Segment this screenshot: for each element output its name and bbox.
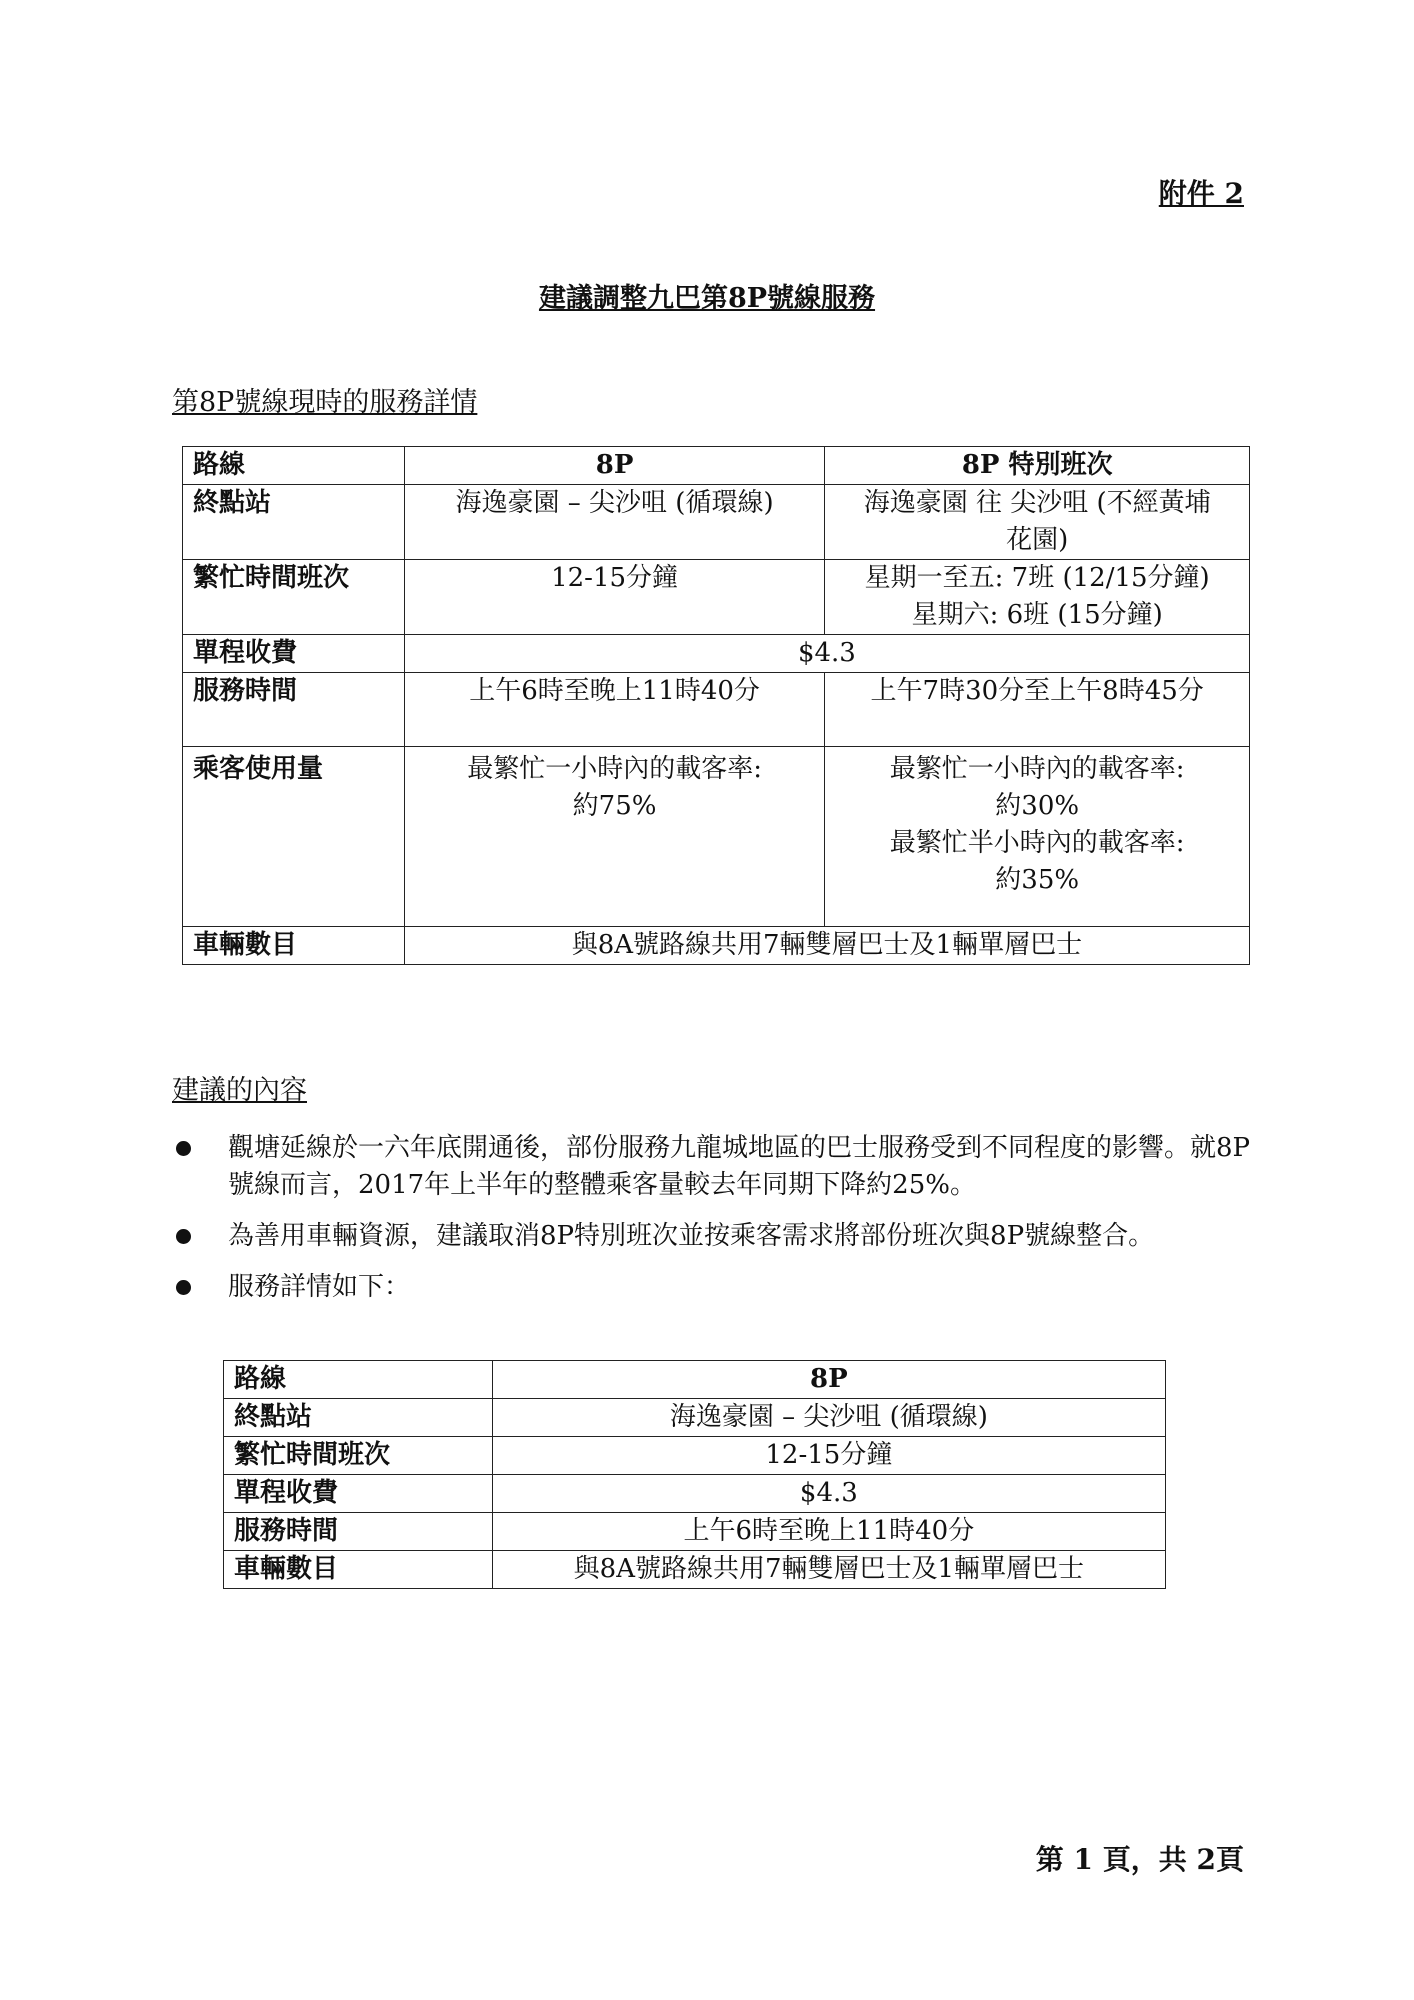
list-item [172, 1269, 1252, 1306]
bullet-icon [176, 1280, 191, 1295]
row-label-patronage: 乘客使用量 [183, 747, 405, 927]
cell-8p-patronage [404, 747, 825, 927]
cell-line: 星期一至五: 7班 (12/15分鐘) [864, 563, 1210, 593]
current-service-heading: 第8P號線現時的服務詳情 [172, 387, 478, 418]
row-label-service-hours: 服務時間 [224, 1513, 493, 1551]
header-route: 路線 [183, 447, 405, 485]
bullet-text: 觀塘延線於一六年底開通後，部份服務九龍城地區的巴士服務受到不同程度的影響。就8P號線而言，2017年上半年的整體乘客量較去年同期下降約25%。 [228, 1133, 1251, 1200]
cell-line: 最繁忙半小時內的載客率: [889, 828, 1185, 858]
cell-fleet: 與8A號路線共用7輛雙層巴士及1輛單層巴士 [404, 927, 1249, 965]
cell-line: 最繁忙一小時內的載客率: [889, 754, 1185, 784]
cell-line: 約75% [572, 791, 657, 821]
cell-line: 星期六: 6班 (15分鐘) [911, 600, 1163, 630]
cell-terminus: 海逸豪園 – 尖沙咀 (循環線) [492, 1399, 1165, 1437]
table-row [183, 673, 1250, 747]
cell-fare: $4.3 [492, 1475, 1165, 1513]
cell-8p-peak-frequency: 12-15分鐘 [404, 560, 825, 635]
row-label-route: 路線 [224, 1361, 493, 1399]
table-row [224, 1399, 1166, 1437]
row-label-terminus: 終點站 [183, 485, 405, 560]
cell-line: 約30% [995, 791, 1080, 821]
bullet-icon [176, 1229, 191, 1244]
proposed-service-table [223, 1360, 1166, 1589]
bullet-text: 為善用車輛資源，建議取消8P特別班次並按乘客需求將部份班次與8P號線整合。 [228, 1221, 1155, 1251]
cell-line: 約35% [995, 865, 1080, 895]
page-title: 建議調整九巴第8P號線服務 [538, 283, 876, 314]
cell-fare: $4.3 [404, 635, 1249, 673]
table-row [183, 447, 1250, 485]
cell-special-peak-frequency [825, 560, 1250, 635]
cell-peak-frequency: 12-15分鐘 [492, 1437, 1165, 1475]
table-row [224, 1361, 1166, 1399]
table-row [224, 1551, 1166, 1589]
cell-route: 8P [492, 1361, 1165, 1399]
table-row [224, 1475, 1166, 1513]
annex-label: 附件 2 [1158, 177, 1244, 210]
cell-line: 花園) [1006, 525, 1069, 555]
cell-special-patronage [825, 747, 1250, 927]
table-row [183, 560, 1250, 635]
bullet-text: 服務詳情如下： [228, 1272, 411, 1302]
row-label-fare: 單程收費 [224, 1475, 493, 1513]
cell-8p-terminus: 海逸豪園 – 尖沙咀 (循環線) [404, 485, 825, 560]
cell-8p-service-hours: 上午6時至晚上11時40分 [404, 673, 825, 747]
table-row [224, 1437, 1166, 1475]
list-item [172, 1218, 1252, 1255]
page-number: 第 1 頁，共 2頁 [1035, 1843, 1244, 1876]
row-label-terminus: 終點站 [224, 1399, 493, 1437]
proposal-bullet-list [172, 1130, 1252, 1320]
table-row [183, 635, 1250, 673]
cell-special-service-hours: 上午7時30分至上午8時45分 [825, 673, 1250, 747]
current-service-table [182, 446, 1250, 965]
table-row [183, 485, 1250, 560]
cell-line: 海逸豪園 往 尖沙咀 (不經黃埔 [863, 488, 1211, 518]
cell-special-terminus [825, 485, 1250, 560]
row-label-peak-frequency: 繁忙時間班次 [183, 560, 405, 635]
bullet-icon [176, 1141, 191, 1156]
row-label-fare: 單程收費 [183, 635, 405, 673]
cell-line: 最繁忙一小時內的載客率: [467, 754, 762, 784]
row-label-service-hours: 服務時間 [183, 673, 405, 747]
row-label-fleet: 車輛數目 [224, 1551, 493, 1589]
header-8p-special: 8P 特別班次 [825, 447, 1250, 485]
table-row [183, 747, 1250, 927]
list-item [172, 1130, 1252, 1204]
cell-fleet: 與8A號路線共用7輛雙層巴士及1輛單層巴士 [492, 1551, 1165, 1589]
table-row [224, 1513, 1166, 1551]
proposal-heading: 建議的內容 [172, 1075, 307, 1106]
table-row [183, 927, 1250, 965]
cell-service-hours: 上午6時至晚上11時40分 [492, 1513, 1165, 1551]
row-label-fleet: 車輛數目 [183, 927, 405, 965]
header-8p: 8P [404, 447, 825, 485]
row-label-peak-frequency: 繁忙時間班次 [224, 1437, 493, 1475]
